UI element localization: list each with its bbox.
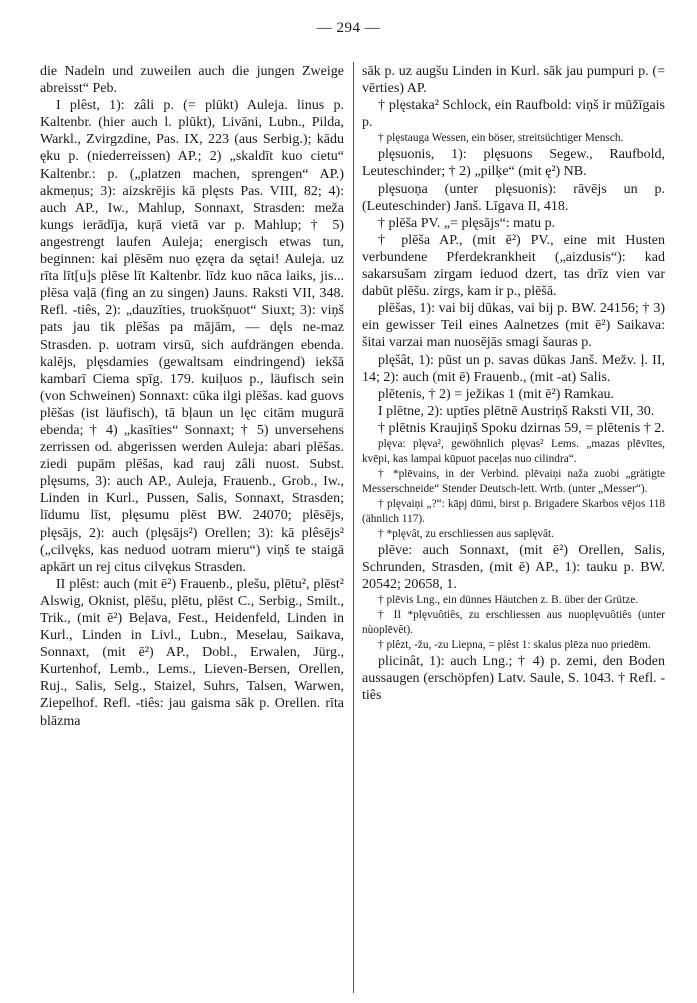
dictionary-entry: plęšât, 1): pūst un p. savas dūkas Janš. Mežv. ļ. II, 14; 2): auch (mit ē) Frauenb., (mit -at) Salis. [362, 352, 665, 385]
dictionary-entry: † II *plęvuôtiês, zu erschliessen aus nuoplęvuôtiês (unter nùoplēvêt). [362, 609, 665, 637]
page-number: — 294 — [316, 20, 381, 36]
dictionary-entry: plęsuonis, 1): plęsuons Segew., Raufbold, Leuteschinder; † 2) „pilķe“ (mit ę²) NB. [362, 147, 665, 180]
dictionary-entry: plēve: auch Sonnaxt, (mit ē²) Orellen, Salis, Schrunden, Strasden, (mit ē) AP., 1): tauku p. BW. 20542; 20658, 1. [362, 542, 665, 593]
dictionary-entry: plęva: plęva², gewöhnlich plęvas² Lems. „mazas plēvītes, kvēpi, kas lampai kūpuot paceļas nuo cilindra“. [362, 437, 665, 465]
dictionary-entry: plēšas, 1): vai bij dūkas, vai bij p. BW. 24156; † 3) ein gewisser Teil eines Aalnetzes (mit ē²) Saikava: šitai varzai man nuosējās smagi šauras p. [362, 301, 665, 351]
left-column [40, 63, 344, 998]
dictionary-entry: plētenis, † 2) = ježikas 1 (mit ē²) Ramkau. [378, 386, 615, 402]
dictionary-entry: † plēvis Lng., ein dünnes Häutchen z. B. über der Grütze. [378, 594, 639, 607]
dictionary-entry: sāk p. uz augšu Linden in Kurl. sāk jau pumpuri p. (= vērties) AP. [362, 64, 665, 97]
dictionary-entry: † *plēvains, in der Verbind. plēvaiņi naža zuobi „grätigte Messerschneide“ Stender Deutsch-lett. Wrtb. (unter „Messer“). [362, 467, 665, 495]
dictionary-entry: II plêst: auch (mit ē²) Frauenb., plešu, plētu², plēst² Alswig, Oknist, plēšu, plētu, plēst C., Serbig., Smilt., Trik., (mit ē²) Beļava, Fest., Heidenfeld, Linden in Kurl., Linden in Livl., Lubn., Meselau, Saikava, Sonnaxt, (mit ē²) AP., Dobl., Erwalen, Jürg., Kurtenhof, Lemb., Lems., Lieven-Bersen, Orellen, Ruj., Salis, Selg., Staizel, Suhrs, Talsen, Warwen, Ziepelhof. Refl. -tiês: jau gaisma sāk p. Orellen. rīta blāzma [40, 576, 344, 729]
dictionary-entry: † plęstaka² Schlock, ein Raufbold: viņš ir mūžīgais p. [362, 98, 665, 131]
dictionary-entry: † plēša PV. „= plęsājs“: matu p. [378, 215, 556, 231]
dictionary-entry: † plētnis Kraujiņš Spoku dzirnas 59, = plētenis † 2. [378, 420, 665, 436]
dictionary-entry: † plęstauga Wessen, ein böser, streitsüchtiger Mensch. [378, 132, 624, 145]
dictionary-entry: † plęvaiņi „?“: kāpj dūmi, birst p. Brigadere Skarbos vējos 118 (ähnlich 117). [362, 497, 665, 525]
dictionary-entry: I plētne, 2): uptīes plētnē Austriņš Raksti VII, 30. [378, 403, 655, 419]
dictionary-entry: plęsuoņa (unter plęsuonis): rāvējs un p. (Leuteschinder) Janš. Līgava II, 418. [362, 181, 665, 214]
dictionary-entry: I plêst, 1): zâli p. (= plūkt) Auleja. linus p. Kaltenbr. (hier auch l. plūkt), Livāni, Lubn., Pilda, Warkl., Zvirgzdine, Pas. IX, 223 (aus Serbig.); kādu ęku p. (niederreissen) AP.; 2) „skaldīt kuo cietu“ Kaltenbr.: p. („platzen machen, sprengen“ AP.) akmeņus; 3): aizskrējis kā plęsts Pas. VIII, 82; 4): auch AP., Iw., Mahlup, Sonnaxt, Strasden: meža kungs ierādīja, kuŗā vietā var p. Mahlup; † 5) angestrengt laufen Auleja; energisch etwas tun, beginnen: kai plēsēm nuo ęzęra da sętai! Auleja. uz rīta līt[u]s plēse līt Kaltenbr. līdz kuo nāca laiks, jis... plēsa vaļā (fing an zu singen) Jauns. Raksti VII, 348. Refl. -tiês, 2): „dauzīties, truokšņuot“ Siuxt; 3): viņš pats jau tik plēšas pa mājām, — dęls ne-maz Strasden. p. uotram virsū, sich aufdrängen ebenda. kalējs, plęsdamies (gewaltsam eindringend) iekšā kambarī Ciema spīg. 179. kuiļuos p., läufisch sein (von Schweinen) Sonnaxt: cūka ilgi plēšas. kad guovs plēšas (ist läufisch), tā bļaun un lęc citām mugurā ebenda; † 4) „kasīties“ Sonnaxt; † 5) unversehens zerrissen od. abgerissen werden Auleja: abari plēšas. ziedi pupām plēšas, kad rauj zâli nuost. Subst. plęsums, 3): auch AP., Auleja, Frauenb., Grob., Iw., Linden in Kurl., Pussen, Salis, Sonnaxt, Strasden; līdumu līst, plęsumu plēst BW. 24070; plēsējs, plęsājs, 2): auch (plęsājs²) Orellen; 3): kā plêsējs² („cilvęks, kas neduod uotram mieru“) viņš te staigā apkārt un rej citus cilvękus Strasden. [40, 98, 344, 575]
right-column [362, 63, 665, 998]
dictionary-entry: † *plęvât, zu erschliessen aus saplęvât. [378, 527, 554, 540]
dictionary-entry: † plēša AP., (mit ē²) PV., eine mit Husten verbundene Pferdekrankheit („aizdusis“): kad sakarsušam zirgam ieduod dzert, tas drīz vien var dabūt plēšu. zirgs, kam ir p., plēšā. [362, 232, 665, 300]
dictionary-entry: plicinât, 1): auch Lng.; † 4) p. zemi, den Boden aussaugen (erschöpfen) Latv. Saule, S. 1043. † Refl. -tiês [362, 654, 665, 704]
column-divider [353, 62, 354, 993]
dictionary-entry: † plêzt, -žu, -zu Liepna, = plêst 1: skalus plēza nuo priedēm. [378, 639, 651, 652]
dictionary-entry: die Nadeln und zuweilen auch die jungen Zweige abreisst“ Peb. [40, 64, 344, 97]
